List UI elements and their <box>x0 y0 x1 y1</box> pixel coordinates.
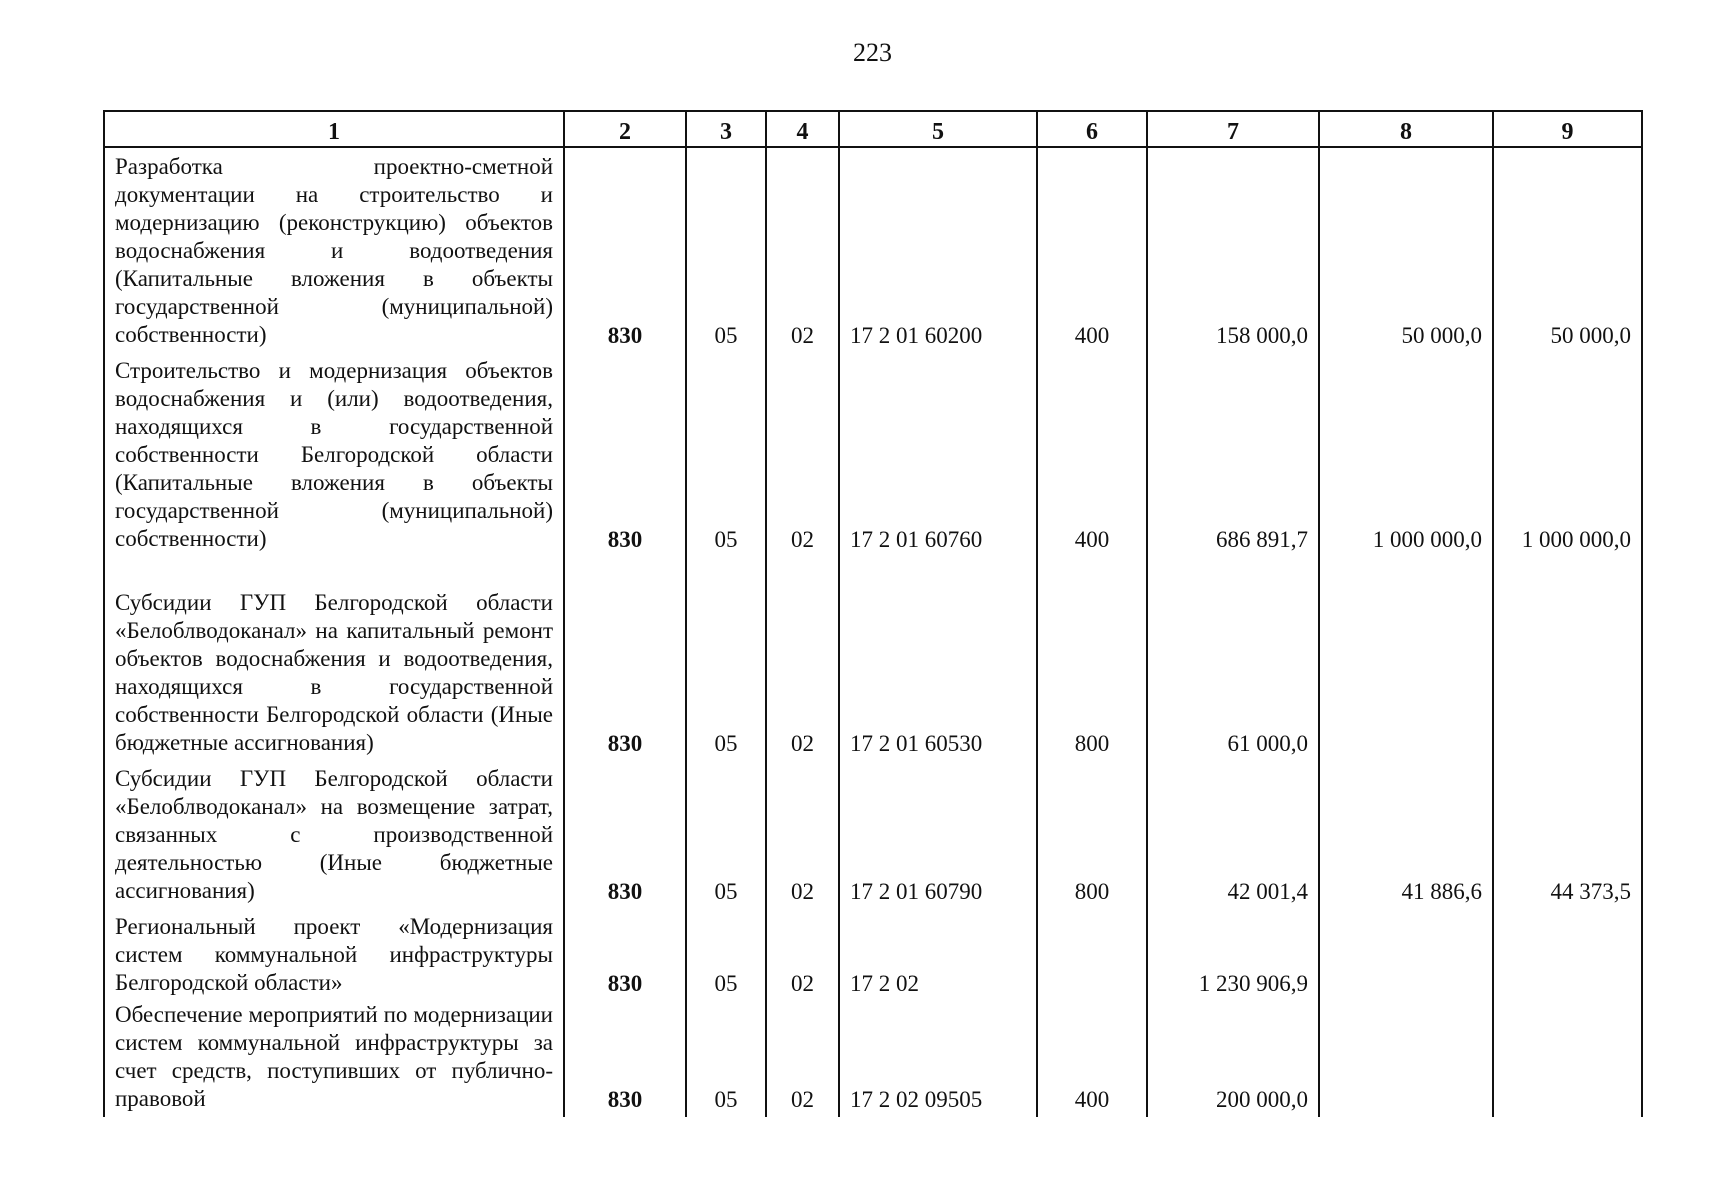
cell-col4: 02 <box>766 353 839 557</box>
cell-col5: 17 2 01 60200 <box>839 147 1037 353</box>
cell-col8: 41 886,6 <box>1319 761 1493 909</box>
cell-col2: 830 <box>564 761 686 909</box>
cell-col7: 42 001,4 <box>1147 761 1319 909</box>
budget-table <box>103 110 1643 1117</box>
cell-col9: 44 373,5 <box>1493 761 1642 909</box>
cell-col8 <box>1319 557 1493 761</box>
cell-col5: 17 2 01 60760 <box>839 353 1037 557</box>
cell-col7: 1 230 906,9 <box>1147 909 1319 1001</box>
cell-col8: 50 000,0 <box>1319 147 1493 353</box>
cell-col2: 830 <box>564 147 686 353</box>
cell-col7: 686 891,7 <box>1147 353 1319 557</box>
header-row <box>104 111 1642 147</box>
column-header: 9 <box>1493 111 1642 147</box>
cell-col3: 05 <box>686 909 766 1001</box>
table-row <box>104 147 1642 353</box>
cell-col3: 05 <box>686 353 766 557</box>
column-header: 3 <box>686 111 766 147</box>
cell-col4: 02 <box>766 147 839 353</box>
column-header: 2 <box>564 111 686 147</box>
row-description: Обеспечение мероприятий по модернизации систем коммунальной инфраструктуры за счет средств, поступивших от публично-правовой <box>104 1001 564 1117</box>
cell-col3: 05 <box>686 147 766 353</box>
column-header: 7 <box>1147 111 1319 147</box>
cell-col2: 830 <box>564 1001 686 1117</box>
cell-col6: 800 <box>1037 557 1147 761</box>
column-header: 6 <box>1037 111 1147 147</box>
table-row <box>104 1001 1642 1117</box>
cell-col6: 400 <box>1037 147 1147 353</box>
cell-col8 <box>1319 909 1493 1001</box>
table-header <box>104 111 1642 147</box>
cell-col5: 17 2 01 60790 <box>839 761 1037 909</box>
column-header: 4 <box>766 111 839 147</box>
cell-col9: 1 000 000,0 <box>1493 353 1642 557</box>
cell-col8 <box>1319 1001 1493 1117</box>
table-body <box>104 147 1642 1117</box>
column-header: 1 <box>104 111 564 147</box>
cell-col2: 830 <box>564 353 686 557</box>
cell-col2: 830 <box>564 557 686 761</box>
cell-col3: 05 <box>686 761 766 909</box>
column-header: 8 <box>1319 111 1493 147</box>
table-row <box>104 909 1642 1001</box>
cell-col3: 05 <box>686 1001 766 1117</box>
cell-col5: 17 2 02 09505 <box>839 1001 1037 1117</box>
row-description: Региональный проект «Модернизация систем коммунальной инфраструктуры Белгородской области» <box>104 909 564 1001</box>
cell-col5: 17 2 01 60530 <box>839 557 1037 761</box>
cell-col4: 02 <box>766 557 839 761</box>
table-row <box>104 557 1642 761</box>
cell-col2: 830 <box>564 909 686 1001</box>
row-description: Строительство и модернизация объектов водоснабжения и (или) водоотведения, находящихся в государственной собственности Белгородской области (Капитальные вложения в объекты государственной (муниципальной) собственности) <box>104 353 564 557</box>
column-header: 5 <box>839 111 1037 147</box>
cell-col6: 400 <box>1037 353 1147 557</box>
row-description: Субсидии ГУП Белгородской области «Белоблводоканал» на капитальный ремонт объектов водоснабжения и водоотведения, находящихся в государственной собственности Белгородской области (Иные бюджетные ассигнования) <box>104 557 564 761</box>
cell-col8: 1 000 000,0 <box>1319 353 1493 557</box>
cell-col7: 158 000,0 <box>1147 147 1319 353</box>
cell-col9 <box>1493 909 1642 1001</box>
cell-col4: 02 <box>766 909 839 1001</box>
row-description: Разработка проектно-сметной документации на строительство и модернизацию (реконструкцию) объектов водоснабжения и водоотведения (Капитальные вложения в объекты государственной (муниципальной) собственности) <box>104 147 564 353</box>
cell-col9 <box>1493 1001 1642 1117</box>
cell-col7: 61 000,0 <box>1147 557 1319 761</box>
cell-col7: 200 000,0 <box>1147 1001 1319 1117</box>
cell-col5: 17 2 02 <box>839 909 1037 1001</box>
table-row <box>104 761 1642 909</box>
cell-col4: 02 <box>766 761 839 909</box>
row-description: Субсидии ГУП Белгородской области «Белоблводоканал» на возмещение затрат, связанных с производственной деятельностью (Иные бюджетные ассигнования) <box>104 761 564 909</box>
cell-col6: 400 <box>1037 1001 1147 1117</box>
cell-col9: 50 000,0 <box>1493 147 1642 353</box>
cell-col4: 02 <box>766 1001 839 1117</box>
cell-col9 <box>1493 557 1642 761</box>
page-number: 223 <box>853 38 892 67</box>
cell-col3: 05 <box>686 557 766 761</box>
cell-col6 <box>1037 909 1147 1001</box>
cell-col6: 800 <box>1037 761 1147 909</box>
table-row <box>104 353 1642 557</box>
